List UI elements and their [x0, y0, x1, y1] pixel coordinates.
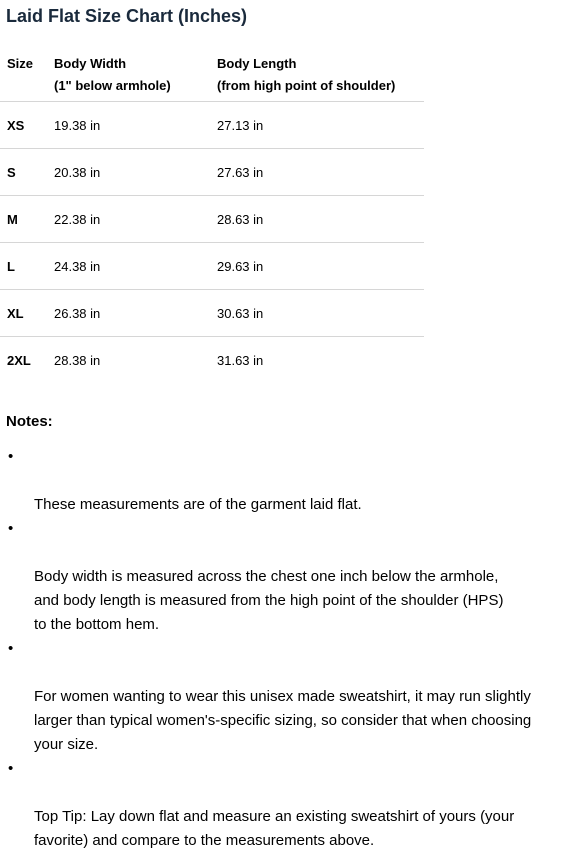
table-row	[0, 290, 424, 337]
note-item	[0, 637, 571, 757]
note-item	[0, 445, 571, 517]
table-row	[0, 102, 424, 149]
bullet-icon: •	[8, 760, 14, 777]
header-body-length-note: (from high point of shoulder)	[217, 78, 396, 93]
note-text: For women wanting to wear this unisex made sweatshirt, it may run slightly larger than typical women's-specific sizing, so consider that when choosing your size.	[34, 688, 532, 753]
size-cell: 2XL	[7, 353, 31, 368]
body-length-cell: 30.63 in	[217, 306, 264, 321]
body-length-cell: 28.63 in	[217, 212, 264, 227]
body-width-cell: 28.38 in	[54, 353, 101, 368]
table-row	[0, 337, 424, 383]
size-cell: L	[7, 259, 15, 274]
bullet-icon: •	[8, 640, 14, 657]
note-item	[0, 757, 571, 853]
size-cell: XL	[7, 306, 24, 321]
notes-heading: Notes:	[6, 413, 53, 430]
note-item	[0, 517, 571, 637]
table-row	[0, 196, 424, 243]
table-row	[0, 243, 424, 290]
body-length-cell: 27.63 in	[217, 165, 264, 180]
size-cell: M	[7, 212, 18, 227]
body-length-cell: 29.63 in	[217, 259, 264, 274]
body-length-cell: 31.63 in	[217, 353, 264, 368]
size-chart-table	[0, 45, 424, 383]
header-body-width-label: Body Width	[54, 56, 127, 71]
body-length-cell: 27.13 in	[217, 118, 264, 133]
body-width-cell: 26.38 in	[54, 306, 101, 321]
note-text: Body width is measured across the chest one inch below the armhole, and body length is measured from the high point of the shoulder (HPS) to the bottom hem.	[34, 568, 504, 633]
bullet-icon: •	[8, 448, 14, 465]
header-body-length-label: Body Length	[217, 56, 297, 71]
header-body-width	[54, 53, 171, 97]
body-width-cell: 19.38 in	[54, 118, 101, 133]
size-cell: XS	[7, 118, 25, 133]
size-cell: S	[7, 165, 16, 180]
header-body-length	[217, 53, 395, 97]
bullet-icon: •	[8, 520, 14, 537]
header-body-width-note: (1" below armhole)	[54, 78, 171, 93]
header-size	[7, 53, 33, 75]
body-width-cell: 24.38 in	[54, 259, 101, 274]
note-text: Top Tip: Lay down flat and measure an existing sweatshirt of yours (your favorite) and compare to the measurements above.	[34, 808, 515, 849]
table-row	[0, 149, 424, 196]
body-width-cell: 22.38 in	[54, 212, 101, 227]
body-width-cell: 20.38 in	[54, 165, 101, 180]
page-title: Laid Flat Size Chart (Inches)	[6, 6, 248, 26]
note-text: These measurements are of the garment laid flat.	[34, 496, 362, 513]
table-header-row	[0, 45, 424, 102]
notes-list	[0, 445, 571, 853]
header-size-label: Size	[7, 56, 34, 71]
